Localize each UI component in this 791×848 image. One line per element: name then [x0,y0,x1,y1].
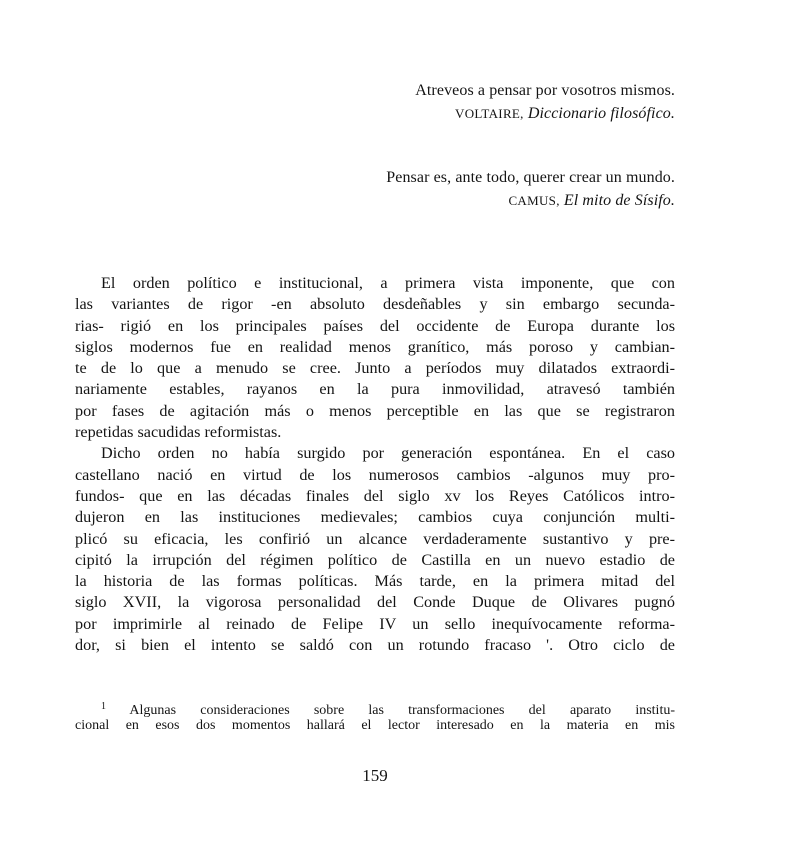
epigraph-author: CAMUS, [508,193,560,208]
epigraph-attribution [386,189,675,212]
text-line: dor, si bien el intento se saldó con un rotundo fracaso '. Otro ciclo de [75,636,675,655]
epigraph-work: El mito de Sísifo. [563,192,675,209]
text-line: plicó su eficacia, les confirió un alcance verdaderamente sustantivo y pre- [75,529,675,548]
text-line: El orden político e institucional, a primera vista imponente, que con [101,274,675,292]
epigraph-quote: Atreveos a pensar por vosotros mismos. [415,82,675,99]
text-line: rias- rigió en los principales países del occidente de Europa durante los [75,316,675,335]
epigraph-voltaire [415,79,675,125]
footnote-line: cional en esos dos momentos hallará el lector interesado en la materia en mis [75,718,675,733]
text-line: por imprimirle al reinado de Felipe IV un sello inequívocamente reforma- [75,614,675,633]
epigraph-quote: Pensar es, ante todo, querer crear un mundo. [386,169,675,186]
text-line: te de lo que a menudo se cree. Junto a períodos muy dilatados extraordi- [75,359,675,378]
epigraph-attribution [415,102,675,125]
text-line: cipitó la irrupción del régimen político de Castilla en un nuevo estadio de [75,550,675,569]
epigraph-camus [386,166,675,212]
paragraph-2 [75,443,675,656]
epigraph-author: VOLTAIRE, [455,106,524,121]
text-line: siglo XVII, la vigorosa personalidad del Conde Duque de Olivares pugnó [75,593,675,612]
paragraph-1 [75,273,675,443]
text-line: repetidas sacudidas reformistas. [75,423,282,442]
body-text [75,273,675,656]
epigraph-work: Diccionario filosófico. [527,105,675,122]
text-line: las variantes de rigor -en absoluto desdeñables y sin embargo secunda- [75,295,675,314]
text-line: siglos modernos fue en realidad menos granítico, más poroso y cambian- [75,337,675,356]
text-line: por fases de agitación más o menos perceptible en las que se registraron [75,401,675,420]
text-line: Dicho orden no había surgido por generación espontánea. En el caso [101,444,675,463]
footnote-line [75,697,675,716]
text-line: dujeron en las instituciones medievales; cambios cuya conjunción multi- [75,508,675,527]
footnote [75,697,675,735]
page-number: 159 [362,766,388,785]
text-line: fundos- que en las décadas finales del siglo xv los Reyes Católicos intro- [75,486,675,505]
text-line: nariamente estables, rayanos en la pura inmovilidad, atravesó también [75,380,675,399]
text-line: castellano nació en virtud de los numerosos cambios -algunos muy pro- [75,465,675,484]
text-line: la historia de las formas políticas. Más tarde, en la primera mitad del [75,572,675,591]
footnote-marker: 1 [101,701,106,712]
footnote-text: Algunas consideraciones sobre las transformaciones del aparato institu- [129,703,675,718]
